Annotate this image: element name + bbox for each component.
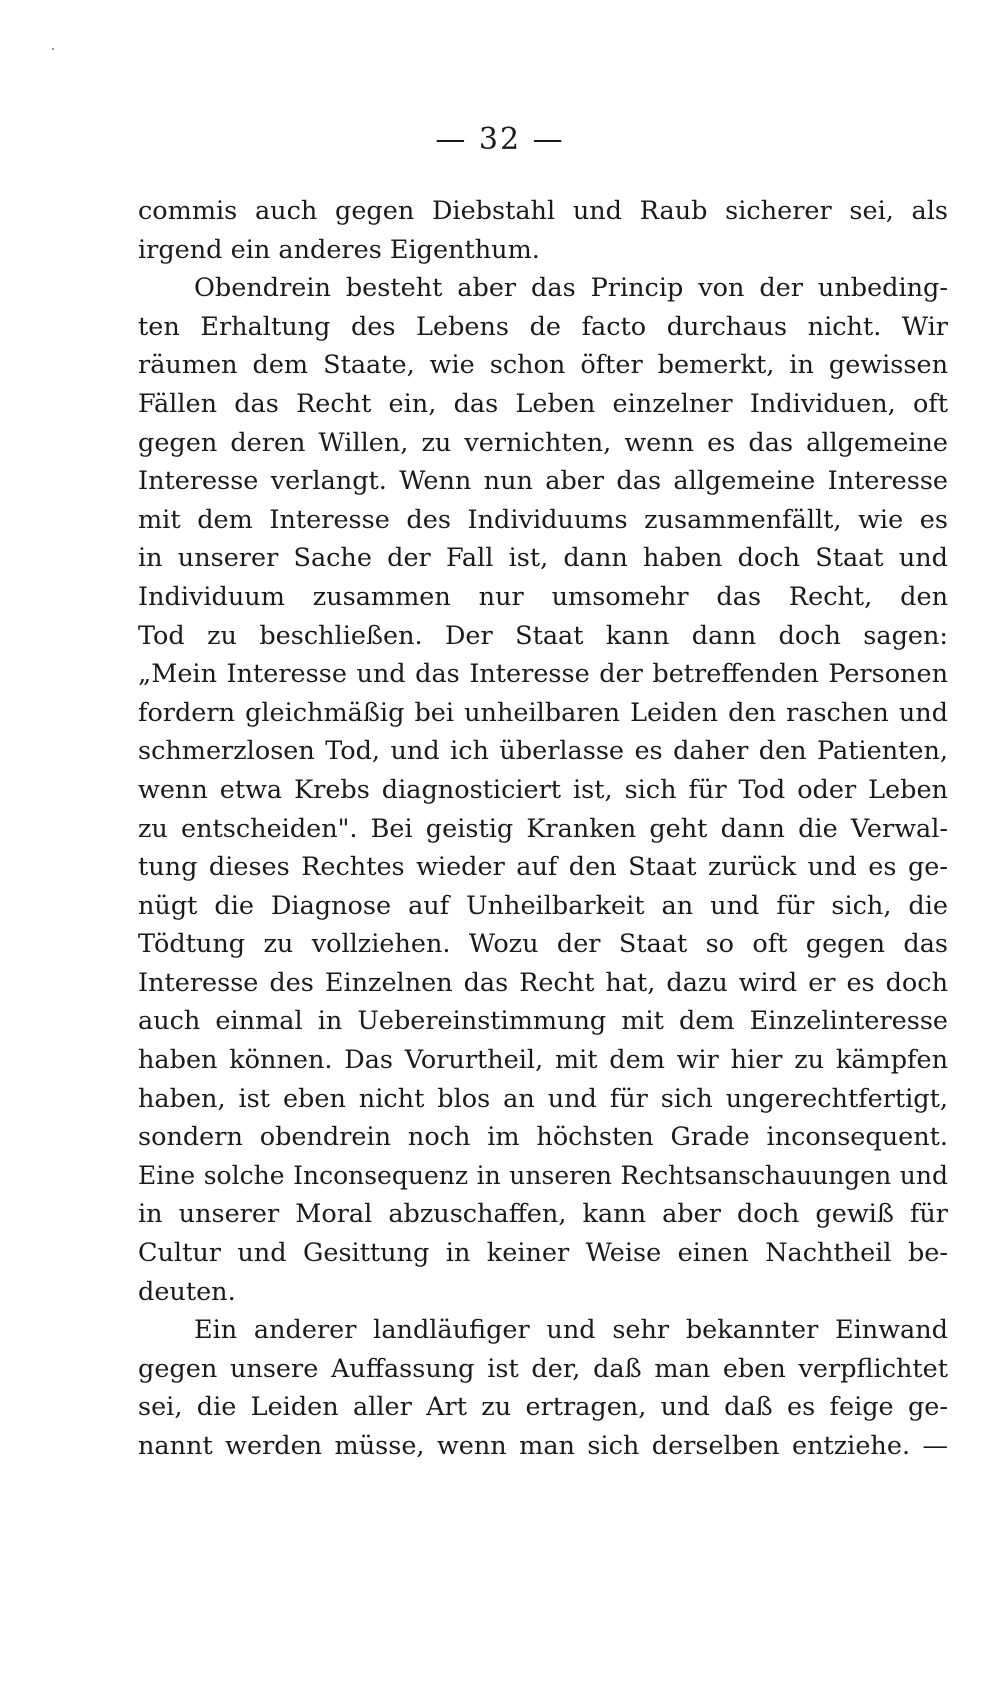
- text-line: ten Erhaltung des Lebens de facto durchaus nicht. Wir: [138, 311, 948, 342]
- text-line: Fällen das Recht ein, das Leben einzelner Individuen, oft: [138, 388, 948, 419]
- text-line: Cultur und Gesittung in keiner Weise einen Nachtheil be-: [138, 1238, 948, 1269]
- text-line: räumen dem Staate, wie schon öfter bemerkt, in gewissen: [138, 350, 948, 381]
- page-number: — 32 —: [435, 122, 565, 157]
- text-line: zu entscheiden". Bei geistig Kranken geht dann die Verwal-: [138, 813, 948, 844]
- margin-speck: [52, 48, 54, 50]
- text-line: Individuum zusammen nur umsomehr das Recht, den: [138, 581, 948, 612]
- text-line: Tod zu beschließen. Der Staat kann dann doch sagen:: [138, 620, 948, 651]
- text-line: Interesse des Einzelnen das Recht hat, dazu wird er es doch: [138, 967, 948, 998]
- text-line: Interesse verlangt. Wenn nun aber das allgemeine Interesse: [138, 466, 948, 497]
- text-line: tung dieses Rechtes wieder auf den Staat zurück und es ge-: [138, 852, 948, 883]
- body-text: [138, 192, 948, 1466]
- text-line: deuten.: [138, 1276, 236, 1307]
- text-line: gegen deren Willen, zu vernichten, wenn es das allgemeine: [138, 427, 948, 458]
- text-line: nügt die Diagnose auf Unheilbarkeit an und für sich, die: [138, 890, 948, 921]
- text-line: schmerzlosen Tod, und ich überlasse es daher den Patienten,: [138, 736, 948, 767]
- text-line: haben können. Das Vorurtheil, mit dem wir hier zu kämpfen: [138, 1045, 948, 1076]
- text-line: Ein anderer landläufiger und sehr bekannter Einwand: [194, 1315, 948, 1346]
- text-line: nannt werden müsse, wenn man sich derselben entziehe. —: [138, 1431, 948, 1461]
- text-line: in unserer Sache der Fall ist, dann haben doch Staat und: [138, 543, 948, 574]
- text-line: auch einmal in Uebereinstimmung mit dem Einzelinteresse: [138, 1006, 948, 1037]
- text-line: fordern gleichmäßig bei unheilbaren Leiden den raschen und: [138, 697, 948, 728]
- text-line: in unserer Moral abzuschaffen, kann aber doch gewiß für: [138, 1199, 948, 1230]
- text-line: Eine solche Inconsequenz in unseren Rechtsanschauungen und: [138, 1160, 948, 1190]
- text-line: „Mein Interesse und das Interesse der betreffenden Personen: [138, 659, 948, 690]
- text-line: haben, ist eben nicht blos an und für sich ungerechtfertigt,: [138, 1083, 948, 1114]
- text-line: Tödtung zu vollziehen. Wozu der Staat so oft gegen das: [138, 929, 948, 960]
- text-line: mit dem Interesse des Individuums zusammenfällt, wie es: [138, 504, 948, 535]
- text-line: gegen unsere Auffassung ist der, daß man eben verpflichtet: [138, 1353, 948, 1384]
- text-line: Obendrein besteht aber das Princip von der unbeding-: [194, 273, 948, 304]
- text-line: sondern obendrein noch im höchsten Grade inconsequent.: [138, 1122, 948, 1153]
- text-line: commis auch gegen Diebstahl und Raub sicherer sei, als: [138, 196, 948, 226]
- text-line: wenn etwa Krebs diagnosticiert ist, sich für Tod oder Leben: [138, 774, 948, 805]
- text-line: irgend ein anderes Eigenthum.: [138, 234, 540, 265]
- text-line: sei, die Leiden aller Art zu ertragen, und daß es feige ge-: [138, 1392, 948, 1423]
